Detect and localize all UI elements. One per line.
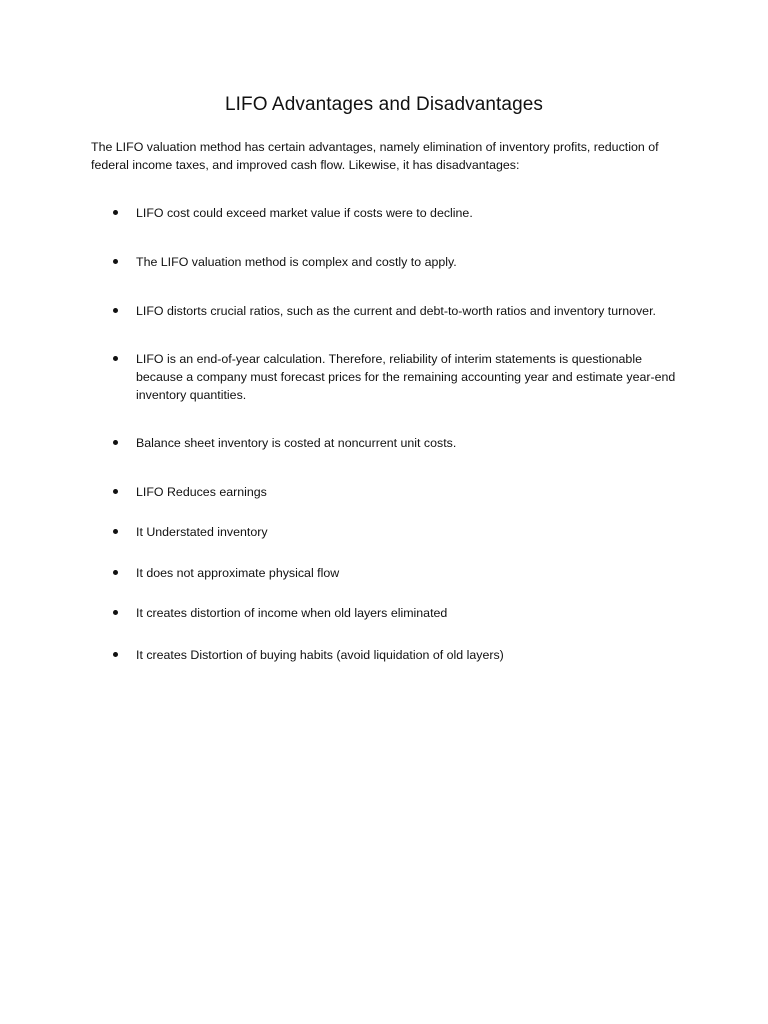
bullet-icon (113, 529, 118, 534)
list-item-text: It does not approximate physical flow (136, 566, 340, 580)
bullet-icon (113, 356, 118, 361)
bullet-icon (113, 570, 118, 575)
list-item-text: LIFO cost could exceed market value if costs were to decline. (136, 206, 473, 220)
bullet-icon (113, 652, 118, 657)
bullet-icon (113, 210, 118, 215)
list-item-text: LIFO distorts crucial ratios, such as the current and debt-to-worth ratios and inventory turnover. (136, 304, 656, 318)
list-item-text: It creates Distortion of buying habits (avoid liquidation of old layers) (136, 648, 504, 662)
page-title: LIFO Advantages and Disadvantages (224, 94, 544, 115)
list-item-text: It Understated inventory (136, 525, 268, 539)
list-item-text: Balance sheet inventory is costed at noncurrent unit costs. (136, 436, 457, 450)
bullet-icon (113, 610, 118, 615)
list-item-text: LIFO is an end-of-year calculation. Therefore, reliability of interim statements is questionable because a company must forecast prices for the remaining accounting year and estimate year-end inventory quantities. (136, 352, 676, 402)
list-item-text: LIFO Reduces earnings (136, 485, 267, 499)
bullet-icon (113, 308, 118, 313)
bullet-icon (113, 259, 118, 264)
intro-paragraph: The LIFO valuation method has certain advantages, namely elimination of inventory profits, reduction of federal income taxes, and improved cash flow. Likewise, it has disadvantages: (91, 140, 659, 172)
bullet-icon (113, 489, 118, 494)
list-item-text: It creates distortion of income when old layers eliminated (136, 606, 448, 620)
list-item-text: The LIFO valuation method is complex and costly to apply. (136, 255, 457, 269)
bullet-icon (113, 440, 118, 445)
